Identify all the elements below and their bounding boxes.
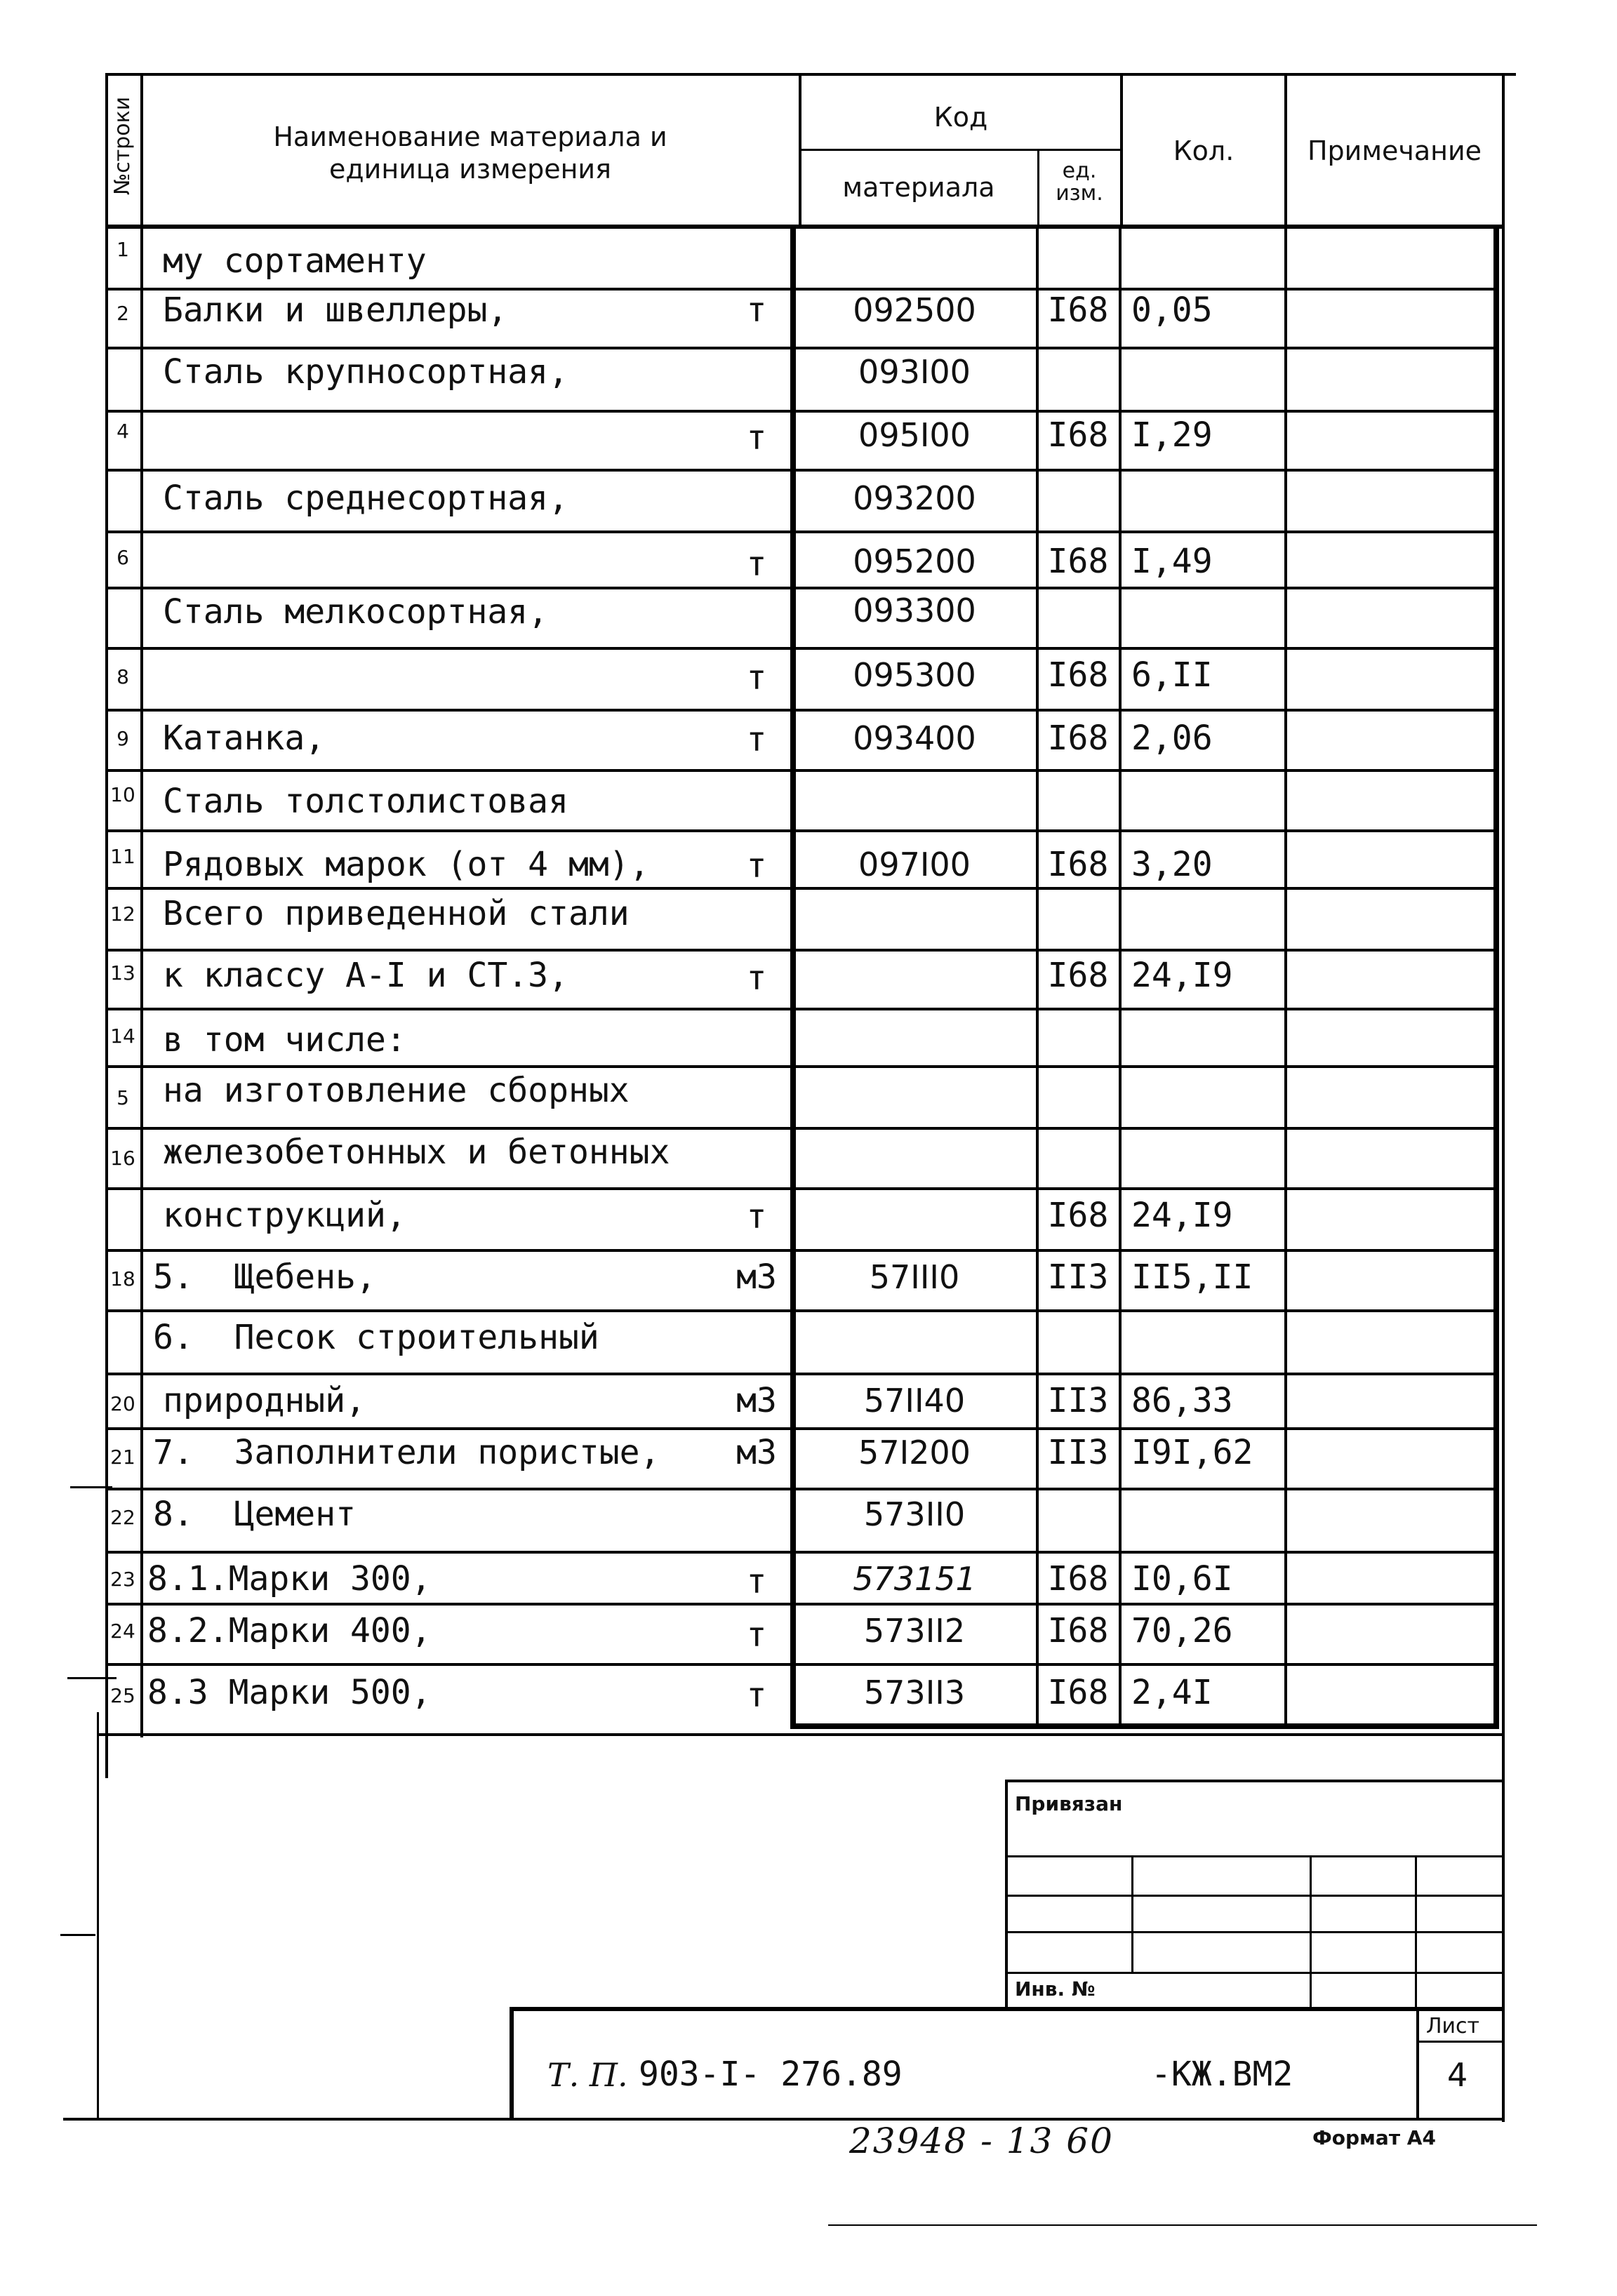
row-name: природный, [163,1381,366,1420]
row-ed: I68 [1047,1611,1109,1650]
row-ed: I68 [1047,655,1109,695]
row-code: 57III0 [869,1258,960,1296]
row-line [107,769,1498,772]
row-name: Сталь крупносортная, [163,352,568,392]
row-number: 14 [110,1024,135,1048]
row-name: в том числе: [163,1020,406,1060]
row-unit: т [746,846,767,886]
thick-box-bottom [790,1723,1499,1729]
margin-tick-3 [60,1934,95,1936]
sheet-label-line [1416,2041,1503,2043]
row-ed: II3 [1047,1433,1109,1472]
row-number: 25 [110,1684,135,1707]
row-line [107,347,1498,349]
row-qty: I9I,62 [1131,1433,1253,1472]
row-code: 097I00 [858,846,971,883]
doc-block-top [510,2007,1505,2011]
row-qty: I0,6I [1131,1559,1233,1598]
row-code: 093400 [853,719,976,757]
row-line [107,1603,1498,1606]
row-name: конструкций, [163,1196,406,1235]
row-unit: т [746,959,767,998]
row-unit: т [746,418,767,458]
header-row-number: №строки [110,96,135,195]
row-number: 8 [117,665,129,688]
row-code: 57II40 [863,1382,966,1420]
stamp-line-3 [1005,1931,1503,1933]
row-name: к классу А-I и СТ.3, [163,956,568,995]
row-ed: I68 [1047,956,1109,995]
stamp-box-top [1005,1780,1505,1782]
row-ed: I68 [1047,542,1109,581]
row-ed: I68 [1047,1673,1109,1712]
header-note: Примечание [1307,135,1482,166]
row-unit: м3 [736,1433,777,1472]
row-unit: т [746,291,767,330]
row-qty: 70,26 [1131,1611,1233,1650]
doc-number: 903-I- 276.89 [639,2055,903,2094]
row-qty: I,29 [1131,415,1213,455]
row-qty: 2,06 [1131,719,1213,758]
row-name: Сталь толстолистовая [163,782,568,821]
row-code: 095I00 [858,416,971,454]
col-divider-qty [1119,229,1122,1725]
stamp-line-4 [1005,1972,1503,1974]
doc-suffix: -КЖ.ВМ2 [1151,2055,1293,2094]
row-line [107,1127,1498,1130]
row-ed: I68 [1047,1559,1109,1598]
row-unit: т [746,1562,767,1601]
row-code: 092500 [853,291,976,329]
row-name: Катанка, [163,719,326,758]
sheet-number: 4 [1447,2056,1468,2094]
row-line [107,1065,1498,1068]
stamp-privyazan-label: Привязан [1015,1792,1123,1815]
margin-tick-2 [67,1677,117,1679]
row-name: му сортаменту [163,241,427,281]
row-unit: м3 [736,1257,777,1297]
row-line [107,1551,1498,1554]
row-code: 573II3 [863,1674,966,1711]
row-code: 573151 [853,1560,976,1598]
row-line [107,709,1498,712]
sheet-label: Лист [1426,2014,1480,2038]
row-name: железобетонных и бетонных [163,1133,670,1172]
row-unit: т [746,658,767,698]
row-line [107,1187,1498,1190]
row-number: 10 [110,783,135,806]
row-code: 093300 [853,592,976,629]
row-unit: т [746,545,767,584]
row-line [107,1008,1498,1010]
row-ed: I68 [1047,291,1109,330]
row-ed: I68 [1047,415,1109,455]
row-line [107,887,1498,890]
row-qty: 0,05 [1131,291,1213,330]
row-name: Балки и швеллеры, [163,291,508,330]
header-bottom-line [107,225,1503,229]
row-unit: м3 [736,1381,777,1420]
row-ed: I68 [1047,719,1109,758]
doc-block-left [510,2007,514,2119]
row-number: 6 [117,546,129,569]
row-line [107,469,1498,472]
stamp-line-1 [1005,1855,1503,1857]
row-name: 6. Песок строительный [153,1318,599,1357]
row-line [107,587,1498,589]
row-number: 16 [110,1147,135,1170]
row-number: 23 [110,1568,135,1591]
frame-right-line [1502,73,1505,2122]
header-code-split-line [800,149,1122,151]
row-line [107,1309,1498,1312]
stamp-vline-3 [1415,1855,1417,2011]
row-line [107,410,1498,413]
stamp-vline-1 [1131,1855,1133,1973]
row-code: 573II0 [863,1495,966,1533]
header-code-sub-divider [1037,149,1039,227]
row-number: 13 [110,961,135,985]
row-name: Всего приведенной стали [163,894,630,933]
row-qty: 24,I9 [1131,956,1233,995]
frame-bottom-line [98,1733,1505,1736]
row-number: 1 [117,238,129,261]
page-bottom-line [63,2118,1505,2121]
row-unit: т [746,1676,767,1715]
row-qty: 3,20 [1131,845,1213,884]
row-code: 095300 [853,656,976,694]
row-code: 093I00 [858,353,971,391]
stamp-inv-no-label: Инв. № [1015,1977,1096,2001]
row-unit: т [746,720,767,759]
handwritten-number: 23948 - 13 60 [849,2121,1114,2161]
row-qty: II5,II [1131,1257,1253,1297]
frame-left-outer-line [97,1712,99,2119]
row-number: 5 [117,1086,129,1109]
row-number: 21 [110,1446,135,1469]
row-unit: т [746,1197,767,1236]
row-code: 093200 [853,479,976,517]
row-name: 7. Заполнители пористые, [153,1433,660,1472]
header-quantity: Кол. [1173,135,1235,166]
stamp-vline-2 [1310,1855,1312,2011]
format-label: Формат А4 [1312,2126,1436,2149]
frame-top-line [105,73,1516,76]
row-line [107,949,1498,952]
margin-tick-1 [70,1486,112,1488]
row-code: 57I200 [858,1434,971,1471]
header-material-name: Наименование материала и единица измерения [273,121,667,185]
row-line [107,1663,1498,1666]
row-qty: I,49 [1131,542,1213,581]
header-code: Код [933,102,988,133]
row-ed: II3 [1047,1381,1109,1420]
row-qty: 6,II [1131,655,1213,695]
header-code-unit: ед. изм. [1056,159,1103,206]
row-code: 095200 [853,542,976,580]
row-unit: т [746,1615,767,1655]
row-line [107,647,1498,650]
row-name: на изготовление сборных [163,1071,630,1110]
row-name: 8.3 Марки 500, [147,1673,432,1712]
stamp-line-2 [1005,1895,1503,1897]
doc-block-sheet-divider [1416,2007,1419,2119]
row-line [107,1427,1498,1430]
doc-prefix: Т. П. [547,2056,628,2094]
footer-rule [828,2224,1537,2226]
row-line [107,829,1498,832]
row-line [107,530,1498,533]
row-ed: II3 [1047,1257,1109,1297]
row-name: Рядовых марок (от 4 мм), [163,845,650,884]
row-qty: 2,4I [1131,1673,1213,1712]
row-name: 8. Цемент [153,1495,356,1534]
row-number: 24 [110,1620,135,1643]
row-number: 9 [117,727,129,750]
header-code-material: материала [842,172,995,203]
row-number: 22 [110,1506,135,1529]
row-name: 8.2.Марки 400, [147,1611,432,1650]
col-divider-note [1284,229,1287,1725]
row-number: 2 [117,302,129,325]
row-code: 573II2 [863,1612,966,1650]
row-number: 18 [110,1267,135,1290]
row-number: 20 [110,1392,135,1415]
row-name: Сталь среднесортная, [163,479,568,518]
row-name: 8.1.Марки 300, [147,1559,432,1598]
row-qty: 24,I9 [1131,1196,1233,1235]
row-number: 11 [110,845,135,868]
row-ed: I68 [1047,845,1109,884]
row-name: Сталь мелкосортная, [163,592,549,632]
row-number: 4 [117,420,129,443]
row-ed: I68 [1047,1196,1109,1235]
row-number: 12 [110,902,135,926]
row-line [107,1249,1498,1252]
thick-box-right [1493,226,1499,1728]
row-line [107,1488,1498,1490]
row-line [107,1373,1498,1375]
row-name: 5. Щебень, [153,1257,376,1297]
row-qty: 86,33 [1131,1381,1233,1420]
